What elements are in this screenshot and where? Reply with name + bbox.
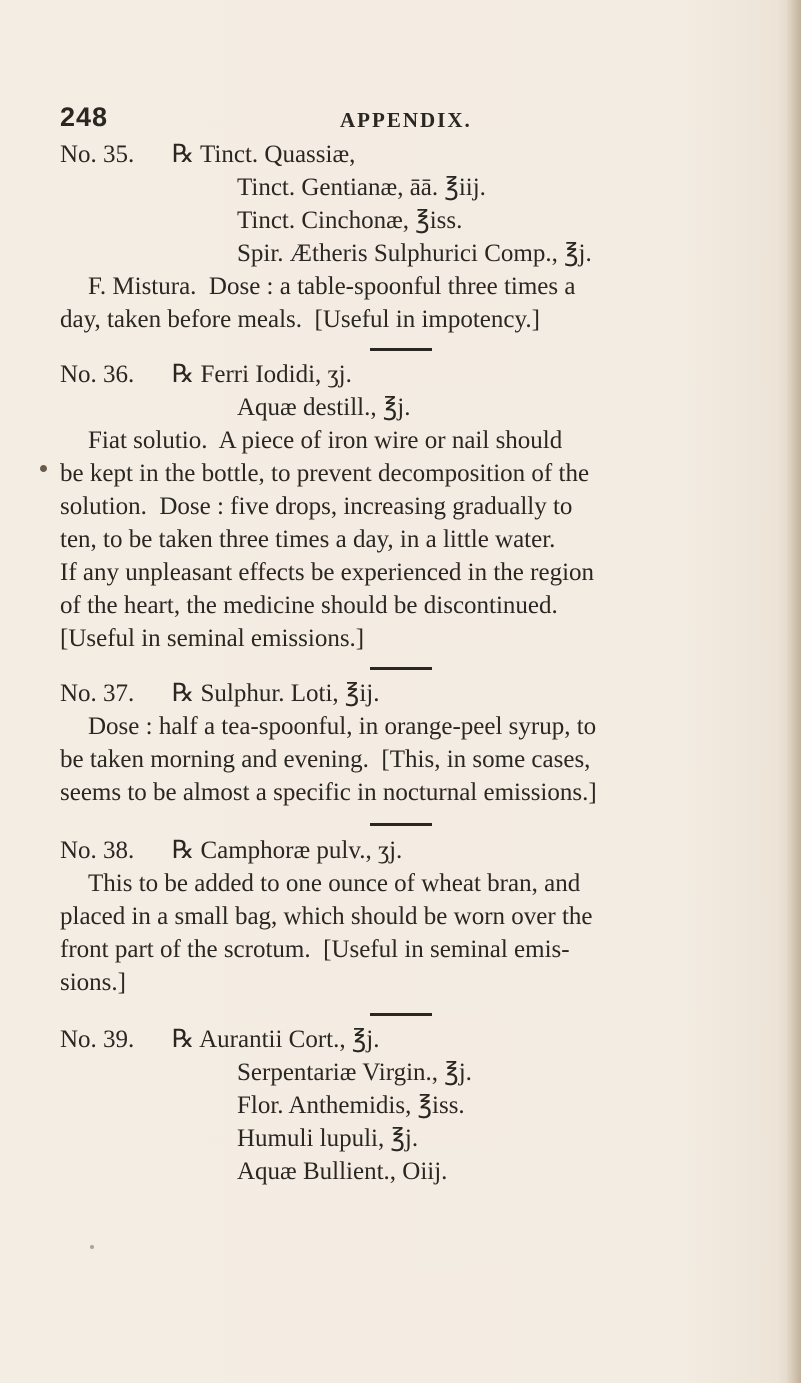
recipe-35-line-1: No. 35. ℞ Tinct. Quassiæ,: [60, 141, 356, 168]
recipe-36-line-5: solution. Dose : five drops, increasing gradually to: [60, 493, 573, 520]
recipe-38-line-5: sions.]: [60, 969, 126, 996]
recipe-35-line-4: Spir. Ætheris Sulphurici Comp., ℥j.: [237, 240, 592, 267]
page-number: 248: [60, 102, 109, 132]
recipe-39-line-2: Serpentariæ Virgin., ℥j.: [237, 1059, 472, 1086]
section-rule: [370, 823, 432, 826]
section-rule: [370, 348, 432, 351]
recipe-37-line-3: be taken morning and evening. [This, in some cases,: [60, 746, 591, 773]
recipe-36-line-6: ten, to be taken three times a day, in a little water.: [60, 526, 556, 553]
recipe-35-line-5: F. Mistura. Dose : a table-spoonful three times a: [88, 273, 576, 300]
recipe-38-line-4: front part of the scrotum. [Useful in seminal emis-: [60, 936, 570, 963]
recipe-39-line-3: Flor. Anthemidis, ℥iss.: [237, 1092, 465, 1119]
recipe-36-line-4: be kept in the bottle, to prevent decomposition of the: [60, 460, 590, 487]
recipe-36-line-3: Fiat solutio. A piece of iron wire or nail should: [88, 427, 563, 454]
recipe-35-line-6: day, taken before meals. [Useful in impotency.]: [60, 306, 540, 333]
paper-speck: [90, 1245, 94, 1249]
recipe-36-line-2: Aquæ destill., ℥j.: [237, 394, 411, 421]
recipe-39-line-1: No. 39. ℞ Aurantii Cort., ℥j.: [60, 1026, 380, 1053]
recipe-36-line-1: No. 36. ℞ Ferri Iodidi, ʒj.: [60, 361, 352, 388]
running-title: APPENDIX.: [340, 108, 472, 132]
recipe-37-line-4: seems to be almost a specific in nocturnal emissions.]: [60, 779, 597, 806]
recipe-38-line-3: placed in a small bag, which should be worn over the: [60, 903, 593, 930]
recipe-35-line-2: Tinct. Gentianæ, āā. ℥iij.: [237, 174, 486, 201]
recipe-36-line-8: of the heart, the medicine should be discontinued.: [60, 592, 558, 619]
recipe-37-line-1: No. 37. ℞ Sulphur. Loti, ℥ij.: [60, 680, 380, 707]
section-rule: [370, 1013, 432, 1016]
section-rule: [370, 667, 432, 670]
recipe-37-line-2: Dose : half a tea-spoonful, in orange-peel syrup, to: [88, 713, 597, 740]
recipe-39-line-5: Aquæ Bullient., Oiij.: [237, 1158, 448, 1185]
recipe-38-line-2: This to be added to one ounce of wheat bran, and: [88, 870, 581, 897]
recipe-39-line-4: Humuli lupuli, ℥j.: [237, 1125, 419, 1152]
paper-speck: [40, 465, 47, 472]
recipe-35-line-3: Tinct. Cinchonæ, ℥iss.: [237, 207, 463, 234]
page-edge-shadow: [787, 0, 801, 1383]
recipe-36-line-9: [Useful in seminal emissions.]: [60, 625, 365, 652]
recipe-36-line-7: If any unpleasant effects be experienced in the region: [60, 559, 595, 586]
recipe-38-line-1: No. 38. ℞ Camphoræ pulv., ʒj.: [60, 837, 403, 864]
